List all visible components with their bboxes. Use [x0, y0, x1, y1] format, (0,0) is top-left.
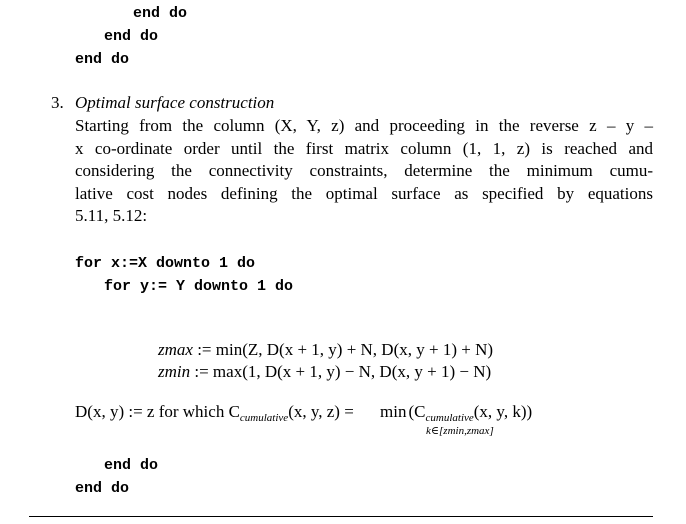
- code-end-do-2: end do: [104, 28, 159, 45]
- equation-D: [75, 402, 532, 422]
- D-subscript-2: cumulative: [425, 412, 474, 424]
- code-end-do-4: end do: [104, 457, 159, 474]
- item-title: Optimal surface construction: [75, 93, 275, 112]
- D-subscript-1: cumulative: [239, 412, 289, 424]
- paragraph-line: Starting from the column (X, Y, z) and proceeding in the reverse z – y –: [75, 116, 653, 135]
- code-for-y: for y:= Y downto 1 do: [104, 278, 294, 295]
- D-lhs: D(x, y) := z for which C: [75, 402, 240, 421]
- item-number: 3.: [51, 93, 64, 112]
- paragraph-line: considering the connectivity constraints, determine the minimum cumu-: [75, 161, 653, 180]
- equation-zmin: [158, 362, 491, 382]
- zmax-lhs: zmax: [158, 340, 193, 359]
- code-end-do-1: end do: [133, 5, 188, 22]
- paragraph-line: 5.11, 5.12:: [75, 206, 148, 225]
- code-end-do-3: end do: [75, 51, 130, 68]
- equation-zmax: [158, 340, 493, 360]
- D-mid: (x, y, z) =: [288, 402, 354, 421]
- zmin-rhs: := max(1, D(x + 1, y) − N, D(x, y + 1) − N): [194, 362, 492, 381]
- paragraph-line: x co-ordinate order until the first matrix column (1, 1, z) is reached and: [75, 138, 653, 158]
- footnote-rule: [29, 516, 653, 517]
- D-paren-open: (C: [408, 402, 426, 421]
- paragraph-line: lative cost nodes defining the optimal surface as specified by equations: [75, 183, 653, 203]
- code-end-do-5: end do: [75, 480, 130, 497]
- min-subscript: k∈[zmin,zmax]: [426, 425, 494, 437]
- zmin-lhs: zmin: [158, 362, 191, 381]
- code-for-x: for x:=X downto 1 do: [75, 255, 256, 272]
- item-paragraph: [75, 115, 653, 228]
- D-min-operator: min: [380, 402, 407, 421]
- zmax-rhs: := min(Z, D(x + 1, y) + N, D(x, y + 1) + N): [197, 340, 494, 359]
- D-tail: (x, y, k)): [473, 402, 533, 421]
